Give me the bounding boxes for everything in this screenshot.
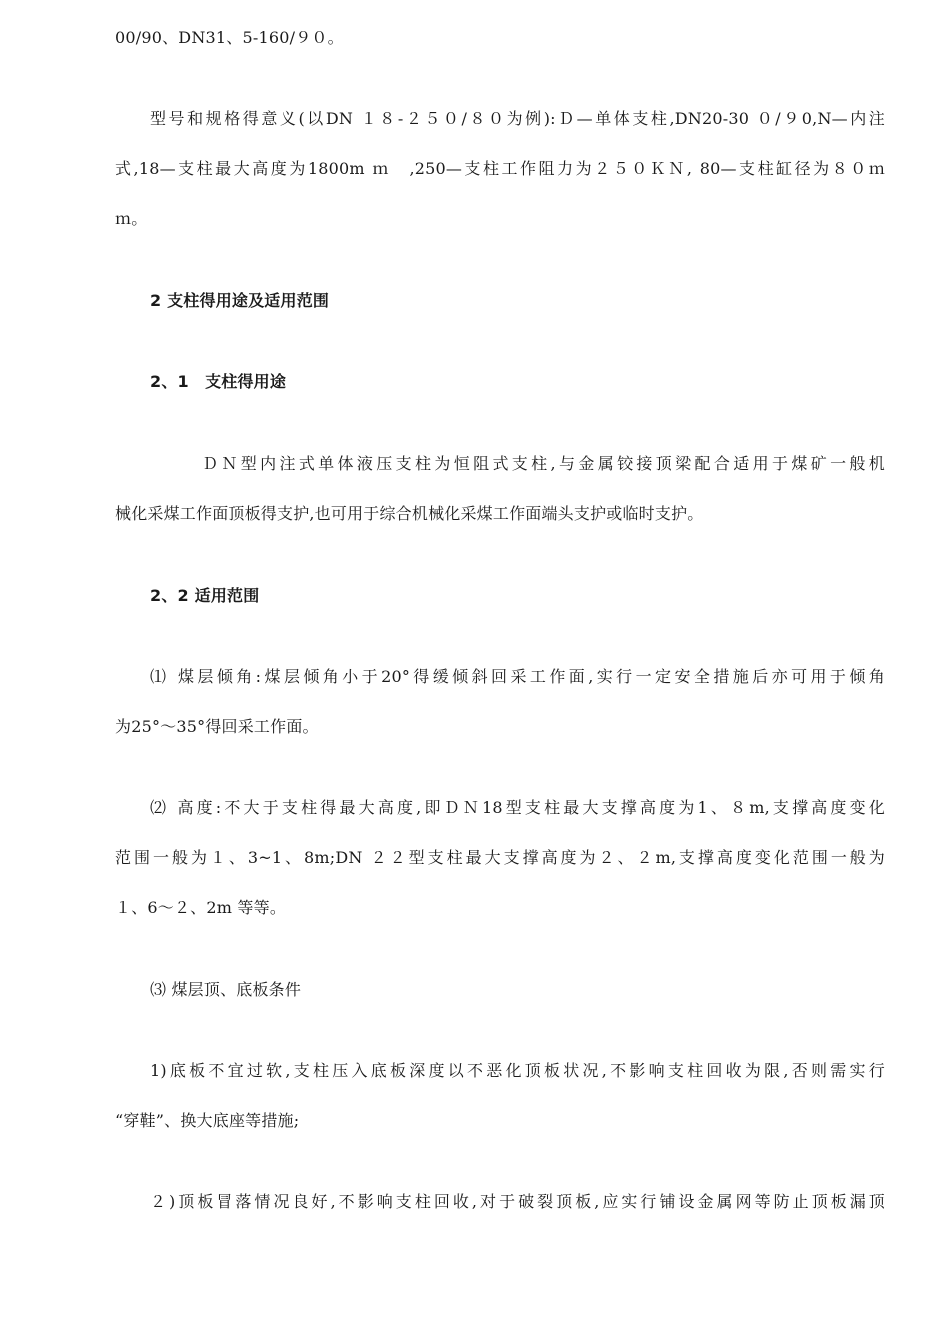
paragraph-line: “穿鞋”、换大底座等措施;: [115, 1111, 300, 1130]
subsection-heading: 2、2 适用范围: [150, 586, 260, 605]
paragraph-line: ２)顶板冒落情况良好,不影响支柱回收,对于破裂顶板,应实行铺设金属网等防止顶板漏顶: [150, 1192, 885, 1211]
text-line: 00/90、DN31、5-160/９０。: [115, 28, 344, 47]
paragraph-line: ｍ。: [115, 209, 148, 228]
paragraph-line: ⑵ 高度:不大于支柱得最大高度,即ＤＮ18型支柱最大支撑高度为1、８m,支撑高度变化: [150, 798, 885, 817]
paragraph-line: ⑶ 煤层顶、底板条件: [150, 980, 302, 999]
paragraph-line: 为25°～35°得回采工作面。: [115, 717, 319, 736]
section-heading: 2 支柱得用途及适用范围: [150, 291, 330, 310]
paragraph-line: １、6～２、2m 等等。: [115, 898, 287, 917]
paragraph-line: ＤＮ型内注式单体液压支柱为恒阻式支柱,与金属铰接顶梁配合适用于煤矿一般机: [202, 454, 885, 473]
paragraph-line: 1)底板不宜过软,支柱压入底板深度以不恶化顶板状况,不影响支柱回收为限,否则需实行: [150, 1061, 885, 1080]
paragraph-line: ⑴ 煤层倾角:煤层倾角小于20°得缓倾斜回采工作面,实行一定安全措施后亦可用于倾角: [150, 667, 885, 686]
paragraph-line: 械化采煤工作面顶板得支护,也可用于综合机械化采煤工作面端头支护或临时支护。: [115, 504, 704, 523]
paragraph-line: 式,18—支柱最大高度为1800m ｍ ,250—支柱工作阻力为２５０ＫＮ, 80—支柱缸径为８０ｍ: [115, 159, 885, 178]
paragraph-line: 范围一般为１、3~1、8m;DN ２２型支柱最大支撑高度为２、２m,支撑高度变化范围一般为: [115, 848, 885, 867]
subsection-heading: 2、1 支柱得用途: [150, 372, 287, 391]
paragraph-line: 型号和规格得意义(以DN １８-２５０/８０为例):Ｄ—单体支柱,DN20-30 ０/９0,N—内注: [150, 109, 885, 128]
